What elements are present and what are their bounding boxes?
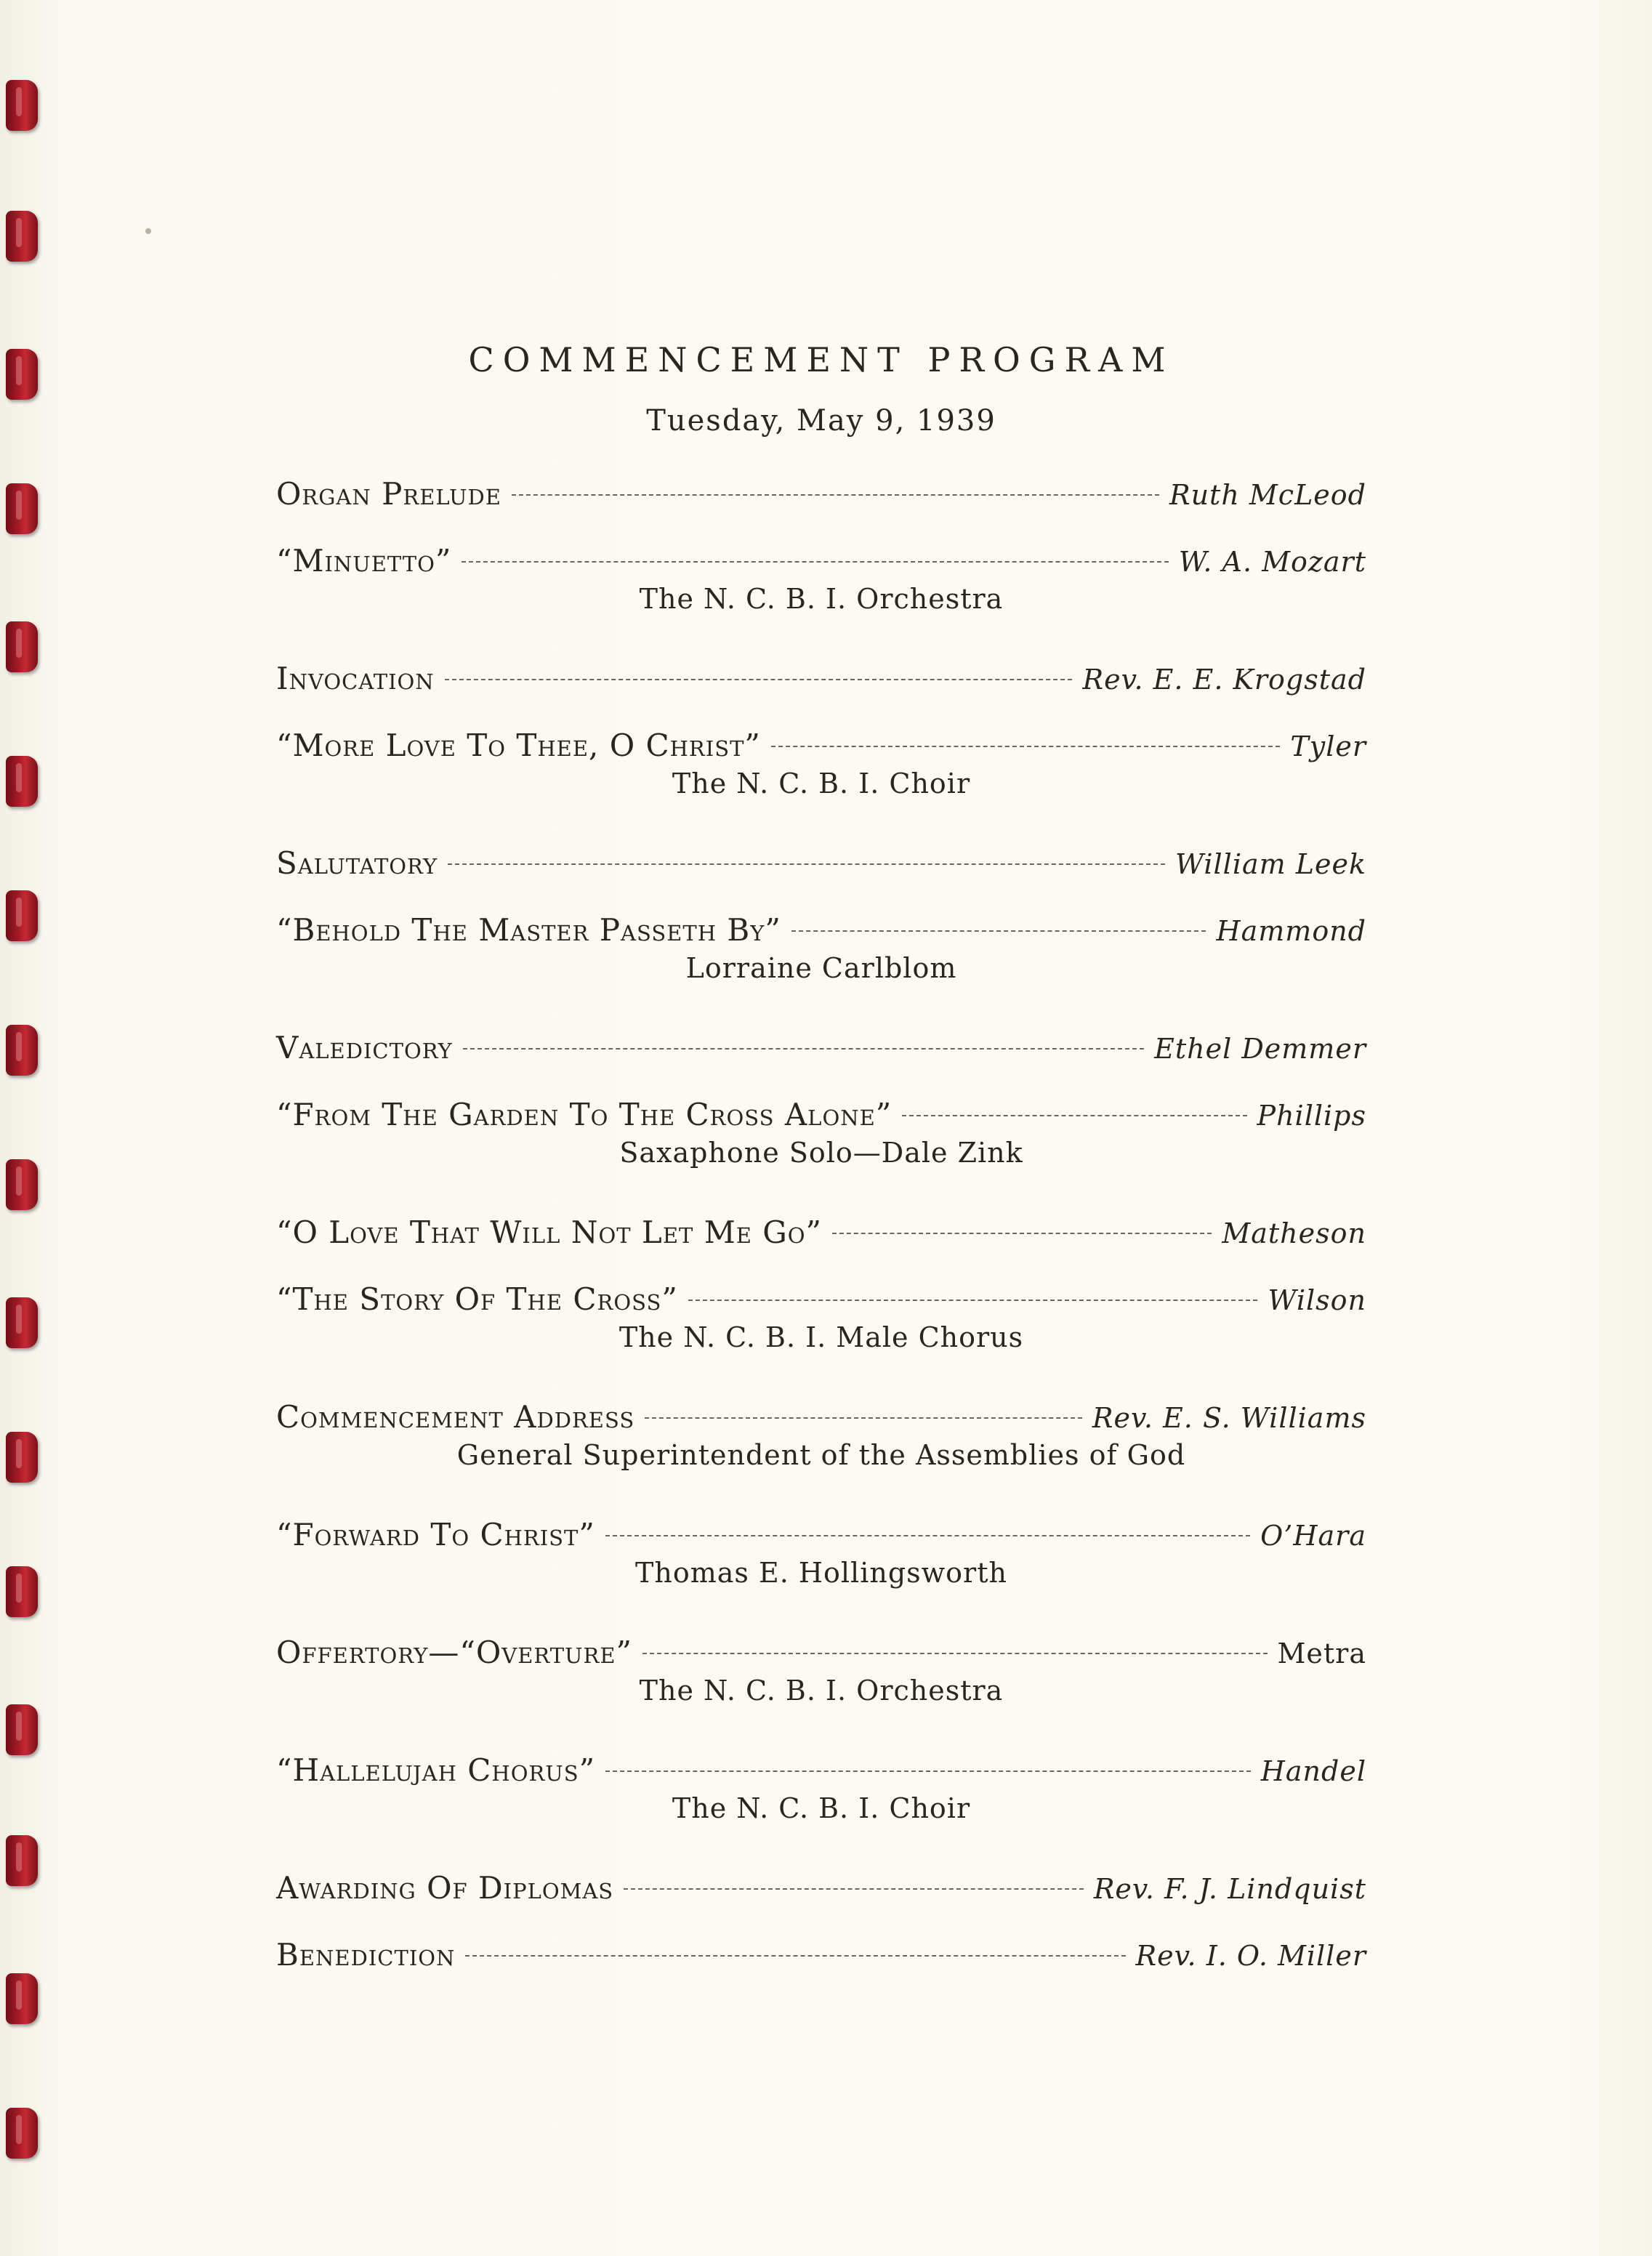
leader-dashes: [791, 930, 1206, 932]
program-subline: The N. C. B. I. Choir: [672, 1792, 971, 1824]
program-performer: Metra: [1277, 1637, 1366, 1669]
program-item: “Forward To Christ”: [276, 1517, 595, 1552]
program-item: Salutatory: [276, 845, 438, 881]
spiral-ring: [6, 1566, 38, 1617]
program-subline: Saxaphone Solo—Dale Zink: [619, 1137, 1023, 1169]
program-row: [276, 1855, 1366, 1922]
program-item: Awarding Of Diplomas: [276, 1870, 614, 1906]
program-row: [276, 1922, 1366, 1989]
program-performer: Rev. E. S. Williams: [1092, 1402, 1366, 1434]
spiral-ring: [6, 1159, 38, 1210]
program-content: [276, 320, 1366, 1989]
leader-dashes: [512, 494, 1159, 496]
program-item: Organ Prelude: [276, 476, 501, 512]
leader-dashes: [688, 1300, 1258, 1301]
leader-dashes: [465, 1955, 1125, 1957]
leader-dashes: [448, 863, 1165, 865]
program-subline: General Superintendent of the Assemblies of God: [456, 1439, 1186, 1471]
leader-dashes: [445, 679, 1073, 680]
leader-dashes: [642, 1653, 1268, 1654]
spiral-ring: [6, 211, 38, 262]
program-list: [276, 461, 1366, 1989]
program-row: [276, 461, 1366, 528]
program-item: “Hallelujah Chorus”: [276, 1752, 596, 1788]
paper-speck: [145, 228, 151, 234]
spiral-ring: [6, 349, 38, 400]
leader-dashes: [624, 1888, 1084, 1890]
leader-dashes: [462, 561, 1169, 563]
program-item: “Behold The Master Passeth By”: [276, 912, 781, 948]
leader-dashes: [605, 1770, 1251, 1772]
program-performer: Wilson: [1268, 1284, 1366, 1316]
spiral-ring: [6, 756, 38, 807]
program-subline: The N. C. B. I. Male Chorus: [619, 1321, 1024, 1353]
leader-dashes: [832, 1233, 1212, 1234]
program-performer: W. A. Mozart: [1178, 546, 1366, 578]
program-item: Invocation: [276, 661, 435, 696]
spiral-ring: [6, 1835, 38, 1886]
program-row: [276, 830, 1366, 897]
program-item: Offertory—“Overture”: [276, 1635, 632, 1670]
program-performer: Rev. E. E. Krogstad: [1082, 664, 1366, 696]
program-performer: Phillips: [1257, 1100, 1366, 1132]
spiral-ring: [6, 1973, 38, 2024]
program-performer: Ruth McLeod: [1169, 479, 1366, 511]
program-item: “From The Garden To The Cross Alone”: [276, 1097, 893, 1132]
program-date: Tuesday, May 9, 1939: [646, 404, 996, 438]
spiral-ring: [6, 890, 38, 941]
leader-dashes: [902, 1115, 1246, 1116]
program-item: “O Love That Will Not Let Me Go”: [276, 1214, 823, 1250]
page-title: COMMENCEMENT PROGRAM: [468, 340, 1174, 379]
program-subline: The N. C. B. I. Orchestra: [639, 1675, 1004, 1707]
spiral-ring: [6, 1704, 38, 1755]
spiral-ring: [6, 1297, 38, 1348]
program-item: “Minuetto”: [276, 543, 452, 579]
leader-dashes: [771, 746, 1280, 747]
program-subline: The N. C. B. I. Choir: [672, 768, 971, 799]
leader-dashes: [645, 1417, 1082, 1419]
leader-dashes: [463, 1048, 1144, 1050]
program-item: Benediction: [276, 1937, 456, 1973]
spiral-ring: [6, 2108, 38, 2159]
spiral-ring: [6, 621, 38, 672]
spiral-ring: [6, 80, 38, 131]
program-row: [276, 1015, 1366, 1081]
program-item: “More Love To Thee, O Christ”: [276, 728, 761, 763]
program-item: Valedictory: [276, 1030, 453, 1065]
program-row: [276, 645, 1366, 712]
program-row: [276, 1199, 1366, 1266]
program-performer: Tyler: [1290, 730, 1366, 762]
program-subline: Lorraine Carlblom: [685, 952, 957, 984]
program-performer: Ethel Demmer: [1154, 1033, 1366, 1065]
leader-dashes: [605, 1535, 1250, 1536]
program-performer: Hammond: [1216, 915, 1366, 947]
spiral-binding: [0, 0, 51, 2256]
spiral-ring: [6, 483, 38, 534]
program-subline: The N. C. B. I. Orchestra: [639, 583, 1004, 615]
program-item: Commencement Address: [276, 1399, 635, 1435]
spiral-ring: [6, 1432, 38, 1483]
program-performer: Rev. F. J. Lindquist: [1093, 1873, 1366, 1905]
spiral-ring: [6, 1025, 38, 1076]
program-performer: Rev. I. O. Miller: [1135, 1940, 1366, 1972]
program-performer: William Leek: [1174, 848, 1366, 880]
program-subline: Thomas E. Hollingsworth: [635, 1557, 1007, 1589]
program-item: “The Story Of The Cross”: [276, 1281, 678, 1317]
program-performer: Handel: [1260, 1755, 1366, 1787]
program-performer: Matheson: [1222, 1217, 1366, 1249]
program-performer: O’Hara: [1260, 1520, 1366, 1552]
